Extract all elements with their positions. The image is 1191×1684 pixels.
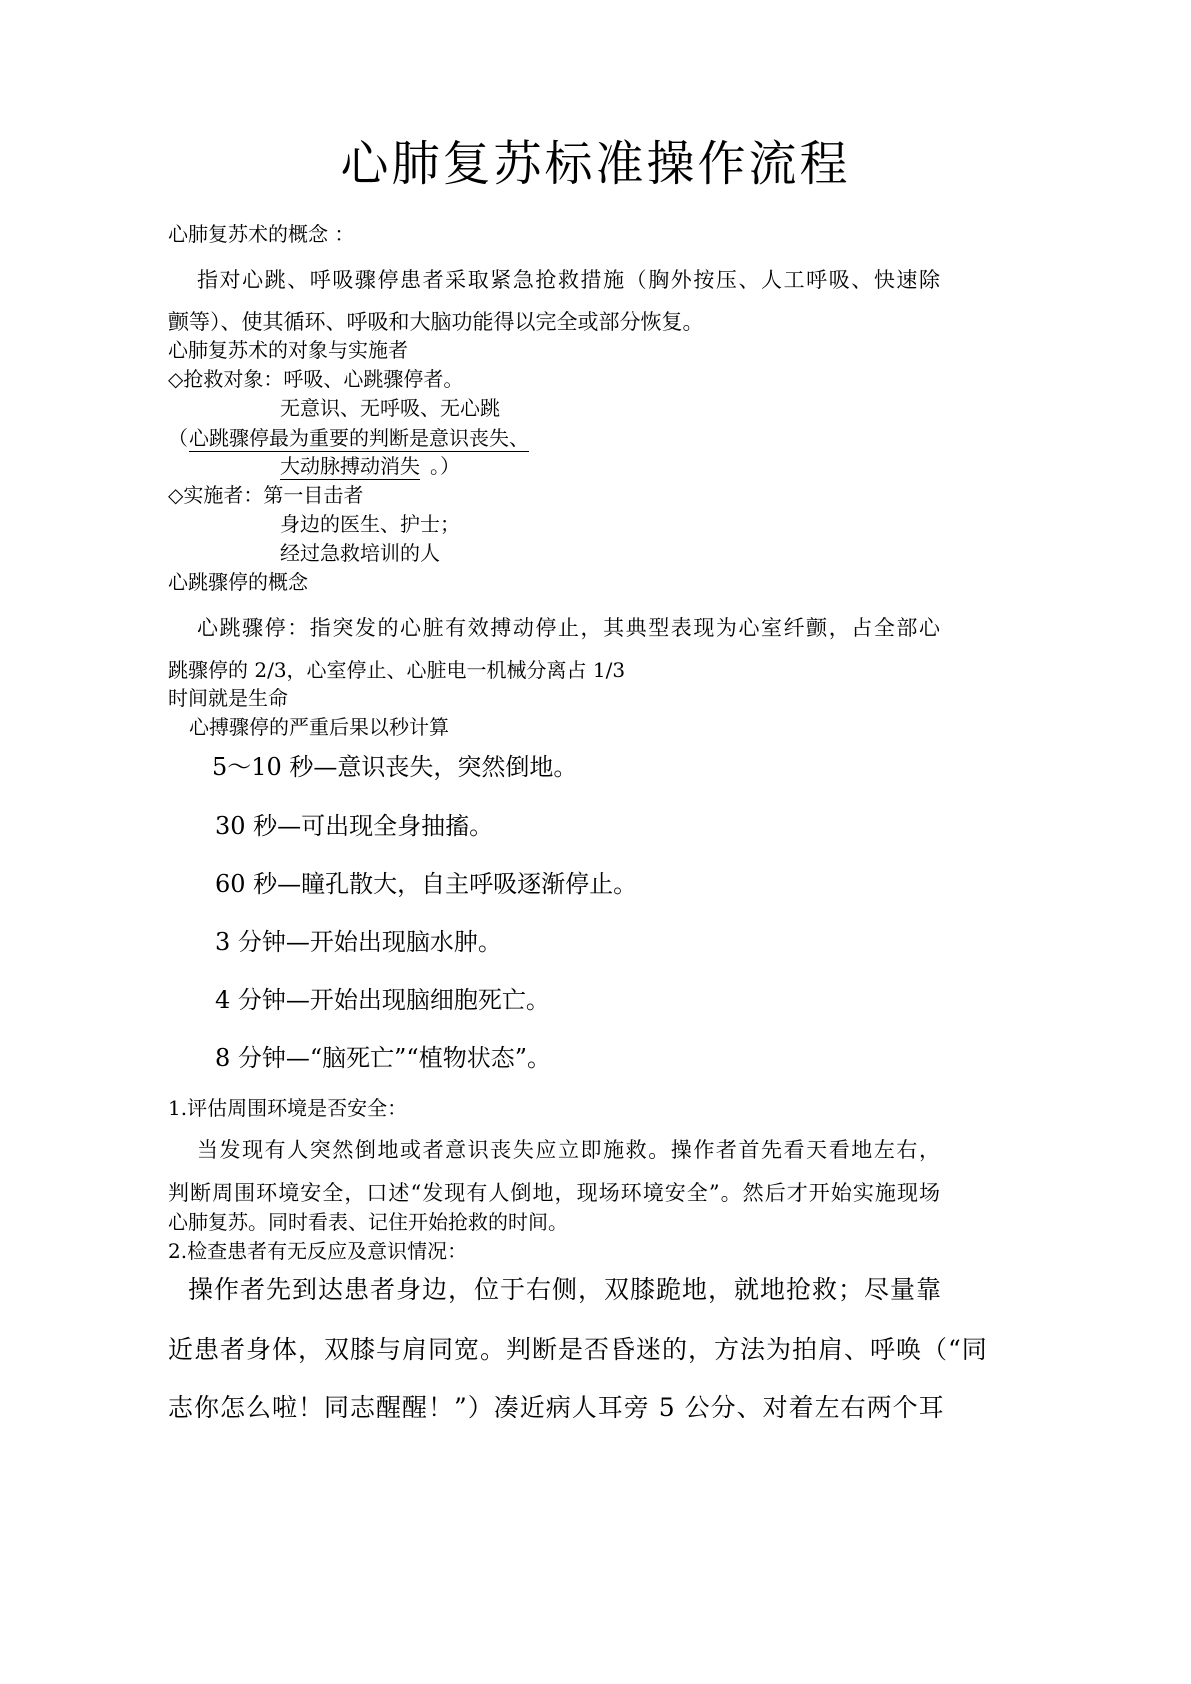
performer-item-3: 经过急救培训的人 <box>280 541 440 565</box>
concept-paragraph-line-2: 颤等）、使其循环、呼吸和大脑功能得以完全或部分恢复。 <box>168 310 704 334</box>
target-heading: 心肺复苏术的对象与实施者 <box>168 338 408 362</box>
target-signs: 无意识、无呼吸、无心跳 <box>280 396 500 420</box>
performer-label: ◇实施者：第一目击者 <box>168 483 364 507</box>
target-objects: ◇抢救对象：呼吸、心跳骤停者。 <box>168 367 464 391</box>
arrest-paragraph-line-2: 跳骤停的 2/3，心室停止、心脏电一机械分离占 1/3 <box>168 658 626 682</box>
judgement-note-close: 。） <box>430 454 460 478</box>
performer-item-2: 身边的医生、护士； <box>280 512 460 536</box>
step-2-heading: 2.检查患者有无反应及意识情况： <box>168 1239 468 1263</box>
page-title: 心肺复苏标准操作流程 <box>340 136 851 192</box>
judgement-note-open: （ <box>168 426 188 450</box>
step-2-paragraph-line-3: 志你怎么啦！同志醒醒！”）凑近病人耳旁 5 公分、对着左右两个耳 <box>168 1393 945 1422</box>
concept-paragraph-line-1: 指对心跳、呼吸骤停患者采取紧急抢救措施（胸外按压、人工呼吸、快速除 <box>197 268 940 292</box>
timeline-item: 60 秒—瞳孔散大，自主呼吸逐渐停止。 <box>215 870 638 898</box>
judgement-note-line-1: 心跳骤停最为重要的判断是意识丧失、 <box>189 426 529 450</box>
timeline-item: 4 分钟—开始出现脑细胞死亡。 <box>215 986 550 1014</box>
arrest-paragraph-line-1: 心跳骤停：指突发的心脏有效搏动停止，其典型表现为心室纤颤，占全部心 <box>197 616 940 640</box>
step-1-paragraph-line-1: 当发现有人突然倒地或者意识丧失应立即施救。操作者首先看天看地左右， <box>197 1138 940 1162</box>
concept-heading: 心肺复苏术的概念 ： <box>168 222 355 246</box>
timeline-item: 5～10 秒—意识丧失，突然倒地。 <box>212 753 578 781</box>
arrest-heading: 心跳骤停的概念 <box>168 570 308 594</box>
step-1-heading: 1.评估周围环境是否安全： <box>168 1096 408 1120</box>
timeline-item: 3 分钟—开始出现脑水肿。 <box>215 928 502 956</box>
step-2-paragraph-line-2: 近患者身体，双膝与肩同宽。判断是否昏迷的，方法为拍肩、呼唤（“同 <box>168 1335 988 1364</box>
timeline-item: 8 分钟—“脑死亡”“植物状态”。 <box>215 1044 551 1072</box>
time-heading: 时间就是生命 <box>168 686 288 710</box>
step-1-paragraph-line-2: 判断周围环境安全，口述“发现有人倒地，现场环境安全”。然后才开始实施现场 <box>168 1181 940 1205</box>
timeline-item: 30 秒—可出现全身抽搐。 <box>215 812 494 840</box>
time-subheading: 心搏骤停的严重后果以秒计算 <box>189 715 449 739</box>
step-1-paragraph-line-3: 心肺复苏。同时看表、记住开始抢救的时间。 <box>168 1210 568 1234</box>
judgement-note-line-2: 大动脉搏动消失 <box>280 454 420 478</box>
step-2-paragraph-line-1: 操作者先到达患者身边，位于右侧，双膝跪地，就地抢救；尽量靠 <box>188 1275 943 1304</box>
